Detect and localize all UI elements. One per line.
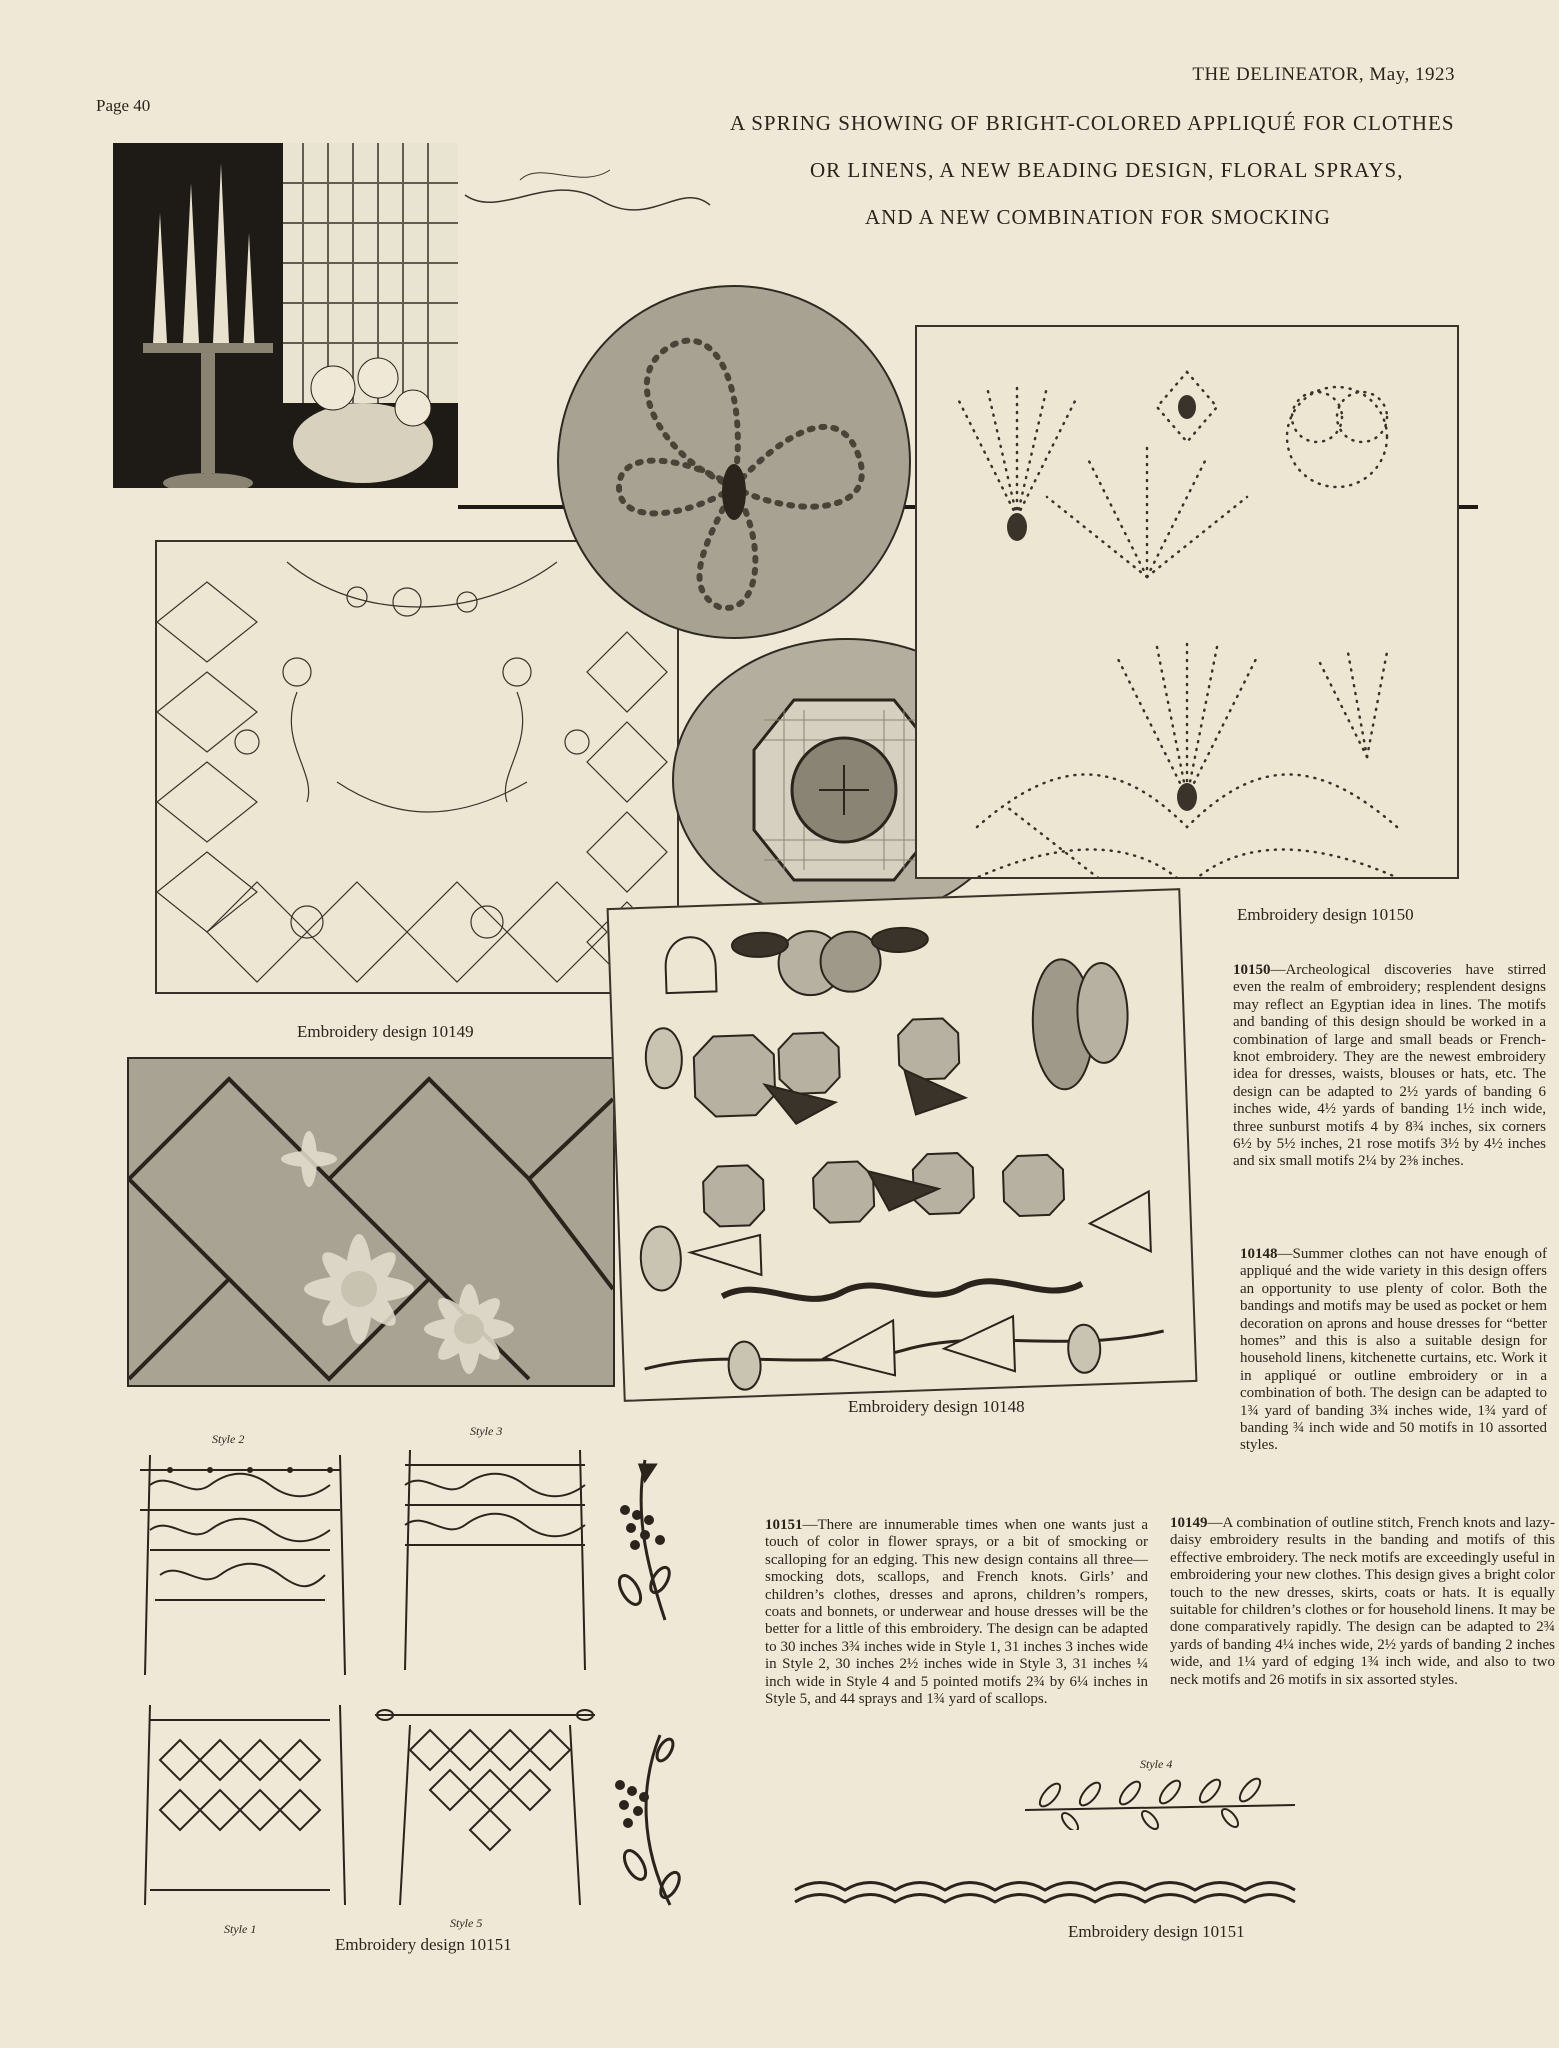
article-code: 10148 <box>1240 1246 1278 1262</box>
smocking-style-2 <box>140 1450 350 1680</box>
decorative-sketch <box>460 150 720 230</box>
article-10148 <box>1240 1246 1547 1455</box>
caption-10151-left: Embroidery design 10151 <box>335 1935 512 1954</box>
article-10149 <box>1170 1515 1555 1689</box>
article-body: —A combination of outline stitch, French knots and lazy-daisy embroidery results in the banding and motifs of this effective embroidery. The neck motifs are exceedingly useful in embroidering your new clothes. This design gives a bright color touch to the new dresses, skirts, coats or hats. It is equally suitable for children’s clothes or for household linens. It may be done comparatively rapidly. The design can be adapted to 2¾ yards of banding 4¼ inches wide, 2½ yards of banding 2 inches wide, and 1¼ yard of edging 1¾ inch wide, and also to two neck motifs and 26 motifs in six assorted styles. <box>1170 1515 1555 1688</box>
style-1-label: Style 1 <box>224 1922 257 1936</box>
caption-10150: Embroidery design 10150 <box>1237 905 1414 924</box>
article-body: —There are innumerable times when one wants just a touch of color in flower sprays, or a bit of smocking or scalloping for an edging. This new design contains all three—smocking dots, scallops, and French knots. Girls’ and children’s clothes, dresses and aprons, children’s rompers, coats and bonnets, or underwear and house dresses will be the better for a little of this embroidery. The design can be adapted to 30 inches 3¾ inches wide in Style 1, 31 inches 3 inches wide in Style 2, 30 inches 2½ inches wide in Style 3, 31 inches ¼ inch wide in Style 4 and 5 pointed motifs 2¾ by 6¼ inches in Style 5, and 44 sprays and 1¾ yard of scallops. <box>765 1517 1148 1708</box>
headline-line-3: AND A NEW COMBINATION FOR SMOCKING <box>865 205 1331 229</box>
headline <box>690 100 1550 241</box>
article-code: 10149 <box>1170 1515 1208 1531</box>
style-4-label: Style 4 <box>1140 1757 1173 1771</box>
smocking-style-5 <box>370 1690 600 1910</box>
floral-spray-2 <box>610 1725 690 1915</box>
style-5-label: Style 5 <box>450 1916 483 1930</box>
style-4-vine <box>1020 1770 1300 1830</box>
article-code: 10151 <box>765 1517 803 1533</box>
headline-line-2: OR LINENS, A NEW BEADING DESIGN, FLORAL SPRAYS, <box>810 158 1404 182</box>
beaded-flower-photo <box>557 285 911 639</box>
pattern-panel-10150 <box>915 325 1459 879</box>
smocking-style-1 <box>140 1700 350 1910</box>
caption-10151-right: Embroidery design 10151 <box>1068 1922 1245 1941</box>
page-number: Page 40 <box>96 96 151 115</box>
floral-spray-1 <box>605 1450 685 1630</box>
candelabra-illustration <box>113 143 458 518</box>
scallop-edging <box>790 1870 1315 1920</box>
pattern-panel-10148 <box>607 888 1198 1402</box>
article-10150 <box>1233 962 1546 1171</box>
caption-10148: Embroidery design 10148 <box>848 1397 1025 1416</box>
article-body: —Summer clothes can not have enough of appliqué and the wide variety in this design offers an opportunity to use plenty of color. Both the bandings and motifs may be used as pocket or hem decoration on aprons and house dresses for “better homes” and this is also a suitable design for household linens, kitchenette curtains, etc. Work it in appliqué or outline embroidery or in a combination of both. The design can be adapted to 1¾ yard of banding 3¾ inches wide, 1¾ yard of banding ¾ inch wide and 50 motifs in 10 assorted styles. <box>1240 1246 1547 1454</box>
article-body: —Archeological discoveries have stirred even the realm of embroidery; resplendent designs may reflect an Egyptian idea in lines. The motifs and banding of this design should be worked in a combination of large and small beads or French-knot embroidery. They are the newest embroidery idea for dresses, waists, blouses or hats, etc. The design can be adapted to 2½ yards of banding 6 inches wide, 4½ yards of banding 1½ inch wide, three sunburst motifs 4 by 8¾ inches, six corners 6½ by 5½ inches, 21 rose motifs 3½ by 4½ inches and six small motifs 2¼ by 2⅜ inches. <box>1233 962 1546 1170</box>
smocking-style-3 <box>395 1445 595 1675</box>
article-code: 10150 <box>1233 962 1271 978</box>
pattern-panel-10149 <box>155 540 679 994</box>
caption-10149: Embroidery design 10149 <box>297 1022 474 1041</box>
article-10151 <box>765 1517 1148 1708</box>
masthead: THE DELINEATOR, May, 1923 <box>1192 64 1455 85</box>
headline-line-1: A SPRING SHOWING OF BRIGHT-COLORED APPLIQUÉ FOR CLOTHES <box>730 111 1455 135</box>
style-3-label: Style 3 <box>470 1424 503 1438</box>
style-2-label: Style 2 <box>212 1432 245 1446</box>
daisy-embroidery-photo <box>127 1057 615 1387</box>
